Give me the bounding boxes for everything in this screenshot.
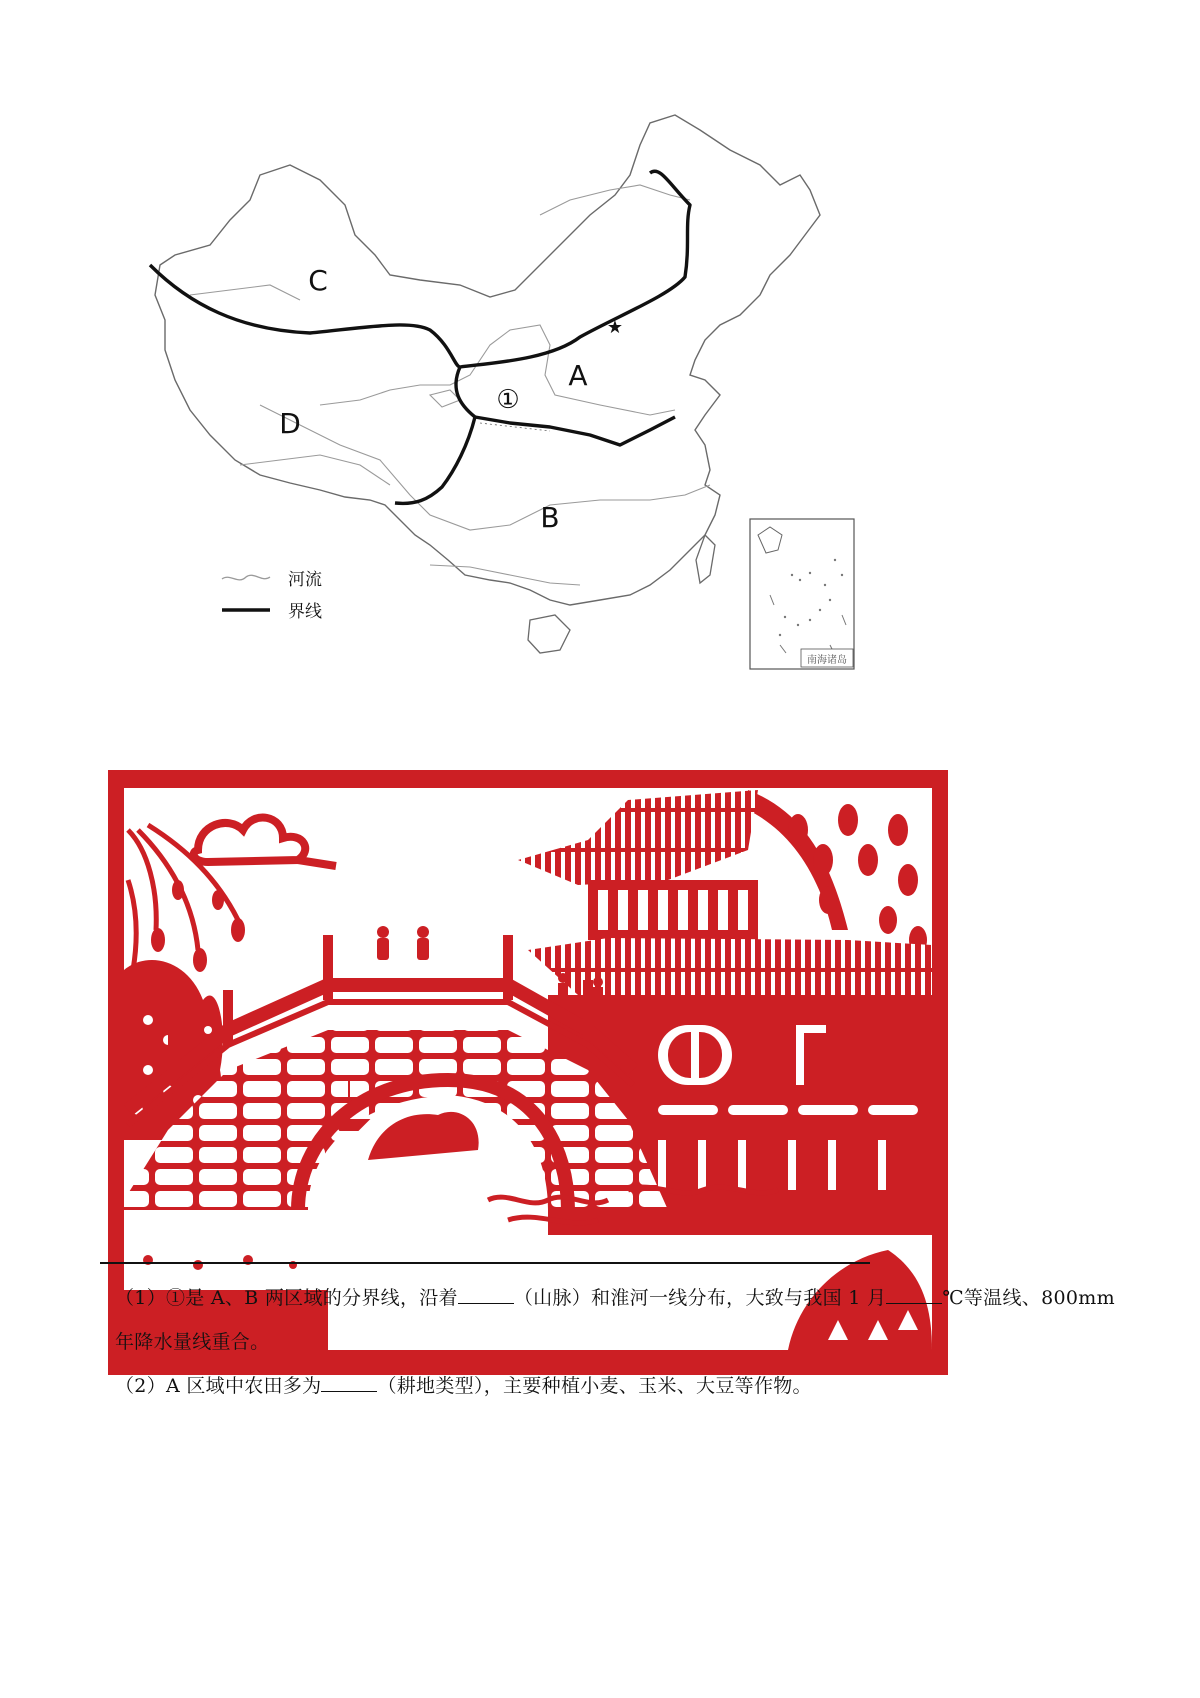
answer-blank-mountain[interactable] bbox=[458, 1284, 514, 1304]
rivers bbox=[190, 185, 710, 585]
south-china-sea-inset bbox=[750, 519, 854, 669]
country-outline bbox=[155, 115, 820, 605]
question-1-text-d: 年降水量线重合。 bbox=[115, 1331, 270, 1353]
legend-river-label: 河流 bbox=[288, 570, 322, 590]
legend-river-swatch bbox=[222, 575, 270, 580]
question-1-line-1 bbox=[115, 1276, 1115, 1320]
boundary-qinling-huaihe bbox=[475, 417, 675, 445]
tibet-river bbox=[240, 455, 390, 485]
question-1-text-c: ℃等温线、800mm bbox=[942, 1287, 1115, 1309]
region-label-d: D bbox=[279, 407, 301, 440]
region-label-b: B bbox=[540, 501, 560, 534]
question-1-line-2 bbox=[115, 1320, 269, 1364]
inset-label: 南海诸岛 bbox=[807, 655, 847, 666]
hainan-island bbox=[528, 615, 570, 653]
question-1-text-b: （山脉）和淮河一线分布，大致与我国 1 月 bbox=[513, 1287, 887, 1309]
taiwan-island bbox=[696, 535, 715, 583]
boundary-label-1: ① bbox=[496, 385, 520, 415]
legend-boundary-label: 界线 bbox=[288, 602, 322, 622]
heilong-river bbox=[540, 185, 690, 215]
capital-star-icon: ★ bbox=[606, 317, 624, 338]
boundary-north-south bbox=[456, 367, 475, 417]
answer-blank-land-type[interactable] bbox=[321, 1372, 377, 1392]
question-2-text-b: （耕地类型），主要种植小麦、玉米、大豆等作物。 bbox=[377, 1375, 812, 1397]
question-1-text-a: （1）①是 A、B 两区域的分界线，沿着 bbox=[115, 1287, 458, 1309]
tarim-river bbox=[190, 285, 300, 300]
question-2-text-a: （2）A 区域中农田多为 bbox=[115, 1375, 322, 1397]
question-2-line bbox=[115, 1364, 812, 1408]
image-underline bbox=[100, 1262, 870, 1264]
region-label-c: C bbox=[308, 264, 328, 297]
answer-blank-isotherm[interactable] bbox=[886, 1284, 942, 1304]
map-legend bbox=[222, 570, 322, 622]
region-label-a: A bbox=[568, 359, 588, 392]
boundary-south-west bbox=[395, 417, 475, 503]
china-regions-map bbox=[130, 105, 930, 745]
